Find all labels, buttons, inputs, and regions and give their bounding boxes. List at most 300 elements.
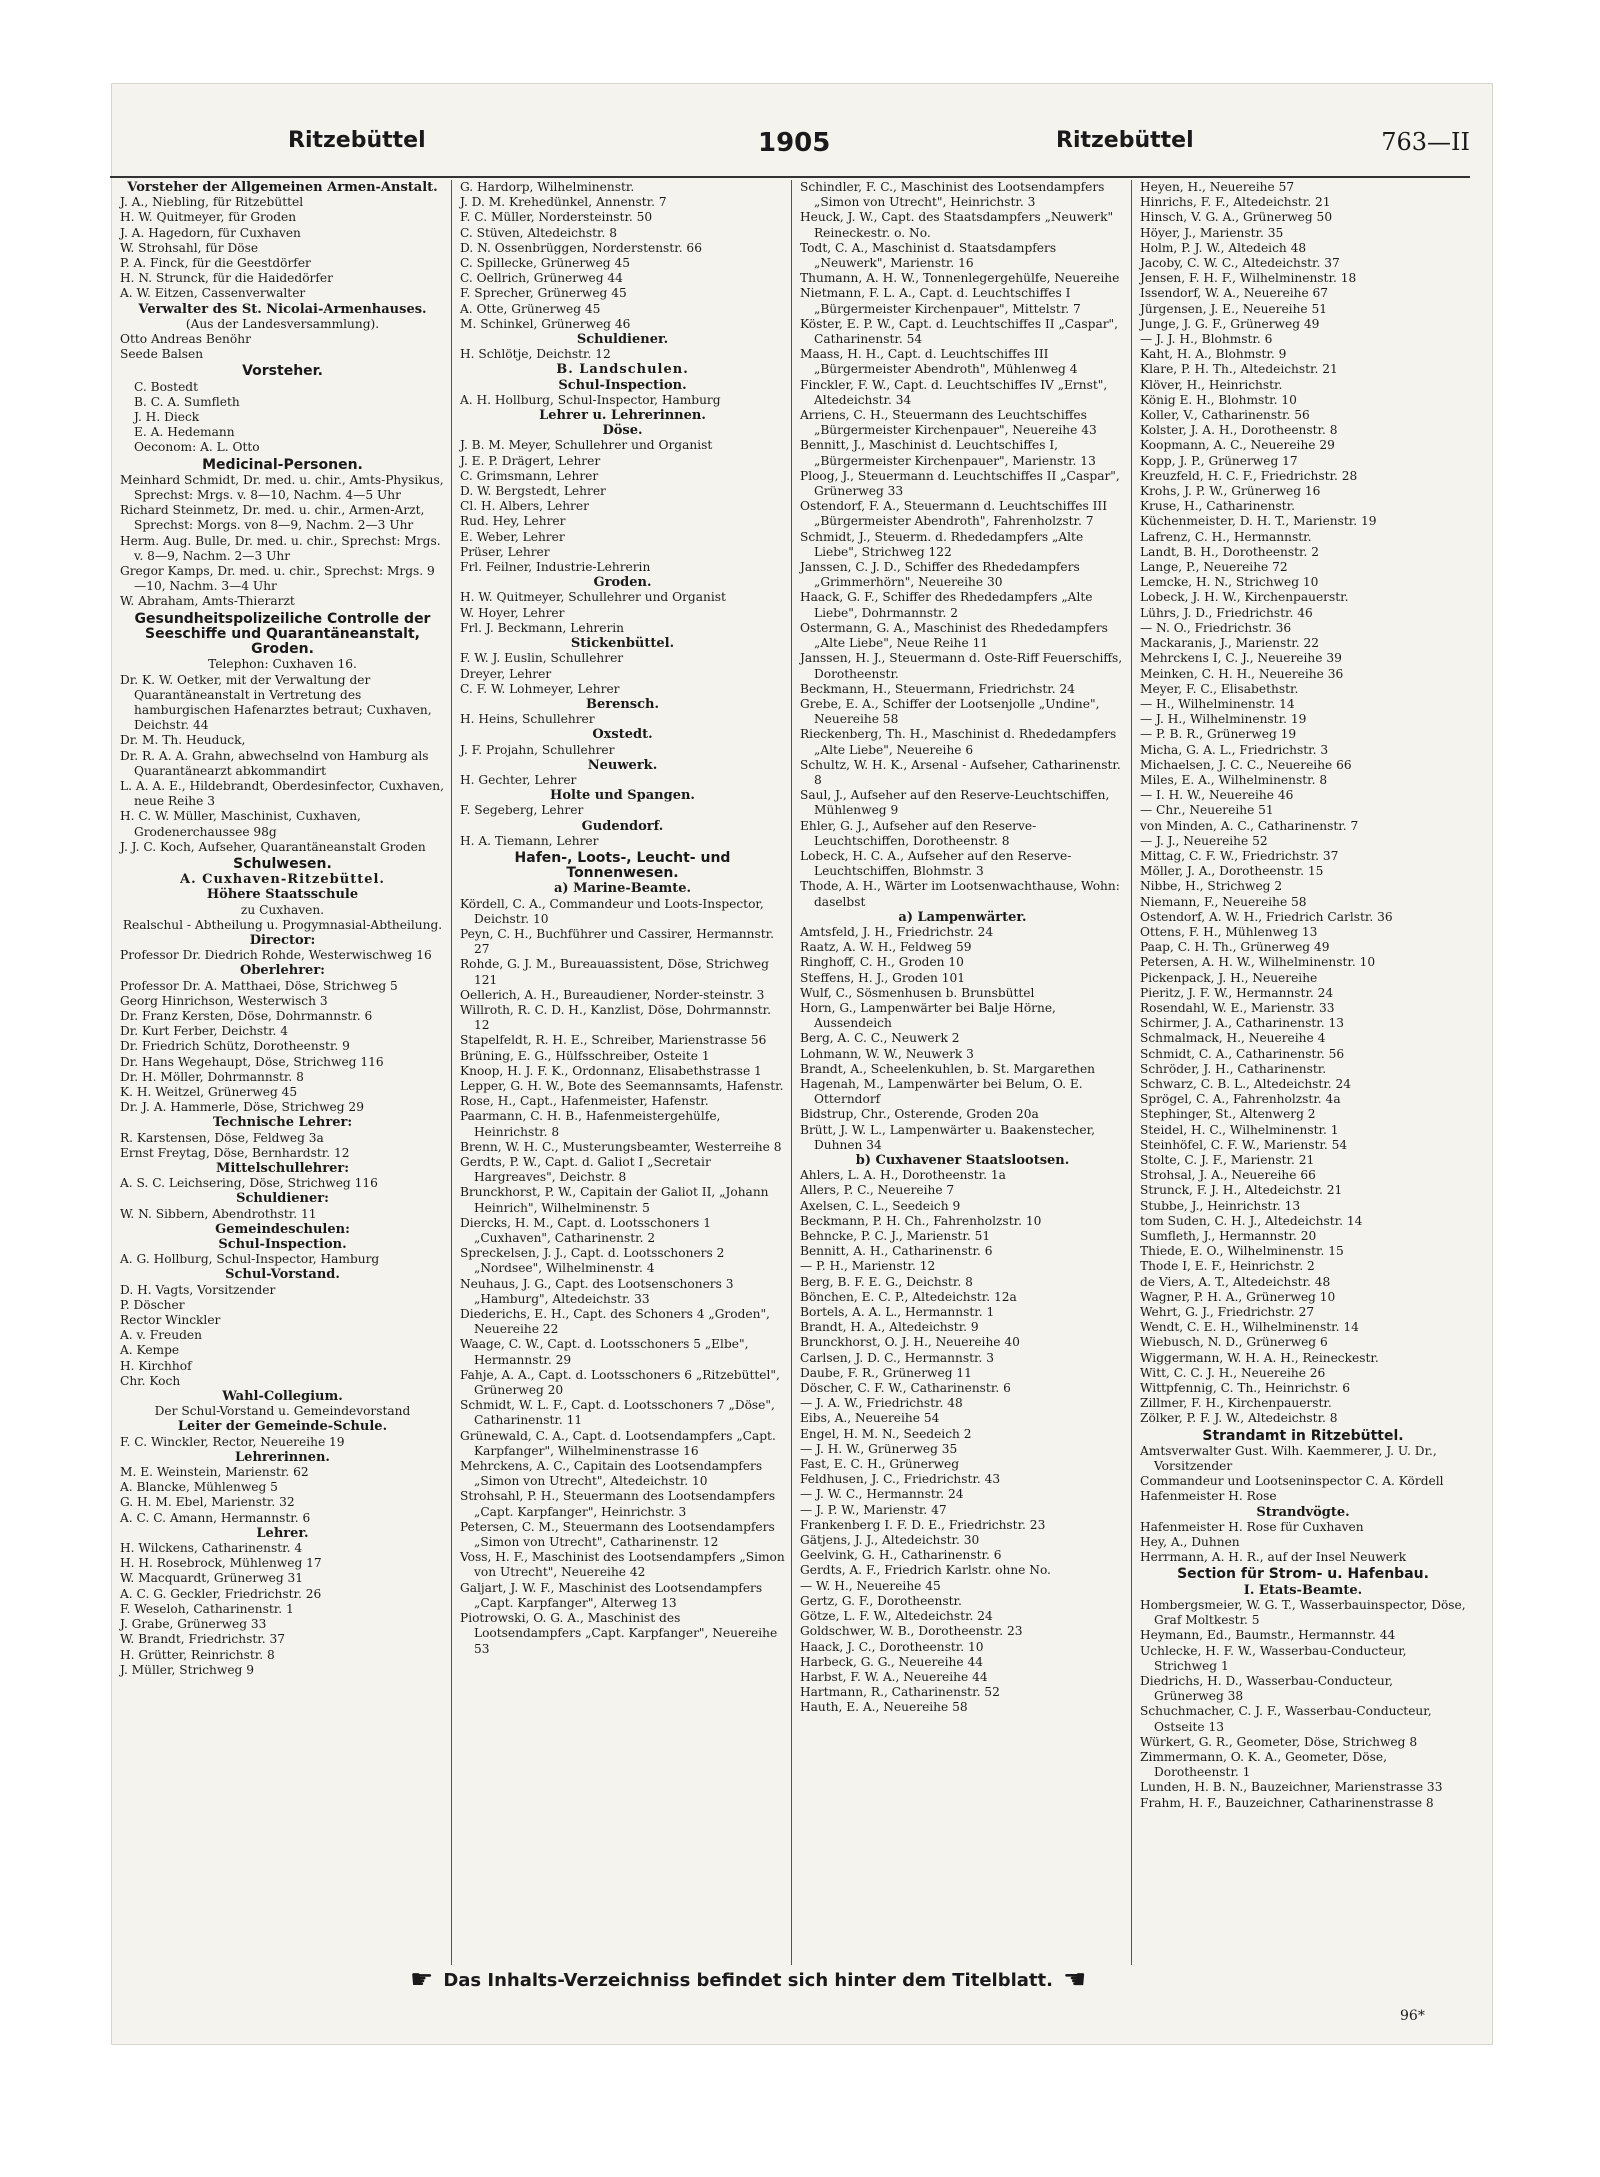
directory-entry: Rohde, G. J. M., Bureauassistent, Döse, Strichweg 121 [460,957,769,987]
directory-entry: — J. J. H., Blohmstr. 6 [1140,332,1273,347]
directory-entry: — I. H. W., Neuereihe 46 [1140,788,1294,803]
section-heading: Mittelschullehrer: [215,1161,350,1176]
directory-entry: H. Heins, Schullehrer [460,712,595,727]
directory-entry: Steidel, H. C., Wilhelminenstr. 1 [1140,1122,1339,1137]
directory-entry: Rose, H., Capt., Hafenmeister, Hafenstr. [460,1094,709,1109]
directory-entry: Bennitt, A. H., Catharinenstr. 6 [800,1244,993,1259]
directory-entry: Diedrichs, H. D., Wasserbau-Conducteur, Grünerweg 38 [1140,1673,1394,1704]
section-heading: Höhere Staatsschule [206,887,359,903]
directory-entry: Petersen, A. H. W., Wilhelminenstr. 10 [1140,955,1376,970]
directory-entry: Strohsal, J. A., Neuereihe 66 [1140,1168,1316,1183]
directory-entry: Ottens, F. H., Mühlenweg 13 [1140,924,1318,939]
directory-entry: Dreyer, Lehrer [460,666,552,681]
directory-entry: J. D. M. Krehedünkel, Annenstr. 7 [460,195,667,210]
column-1 [112,180,452,1965]
directory-entry: Haack, J. C., Dorotheenstr. 10 [800,1639,984,1654]
directory-entry: Prüser, Lehrer [460,544,550,559]
directory-entry: Schmidt, J., Steuerm. d. Rhededampfers „Alte Liebe", Strichweg 122 [800,529,1084,559]
directory-entry: Carlsen, J. D. C., Hermannstr. 3 [800,1350,994,1365]
directory-entry: Niemann, F., Neuereihe 58 [1140,894,1307,909]
directory-entry: Würkert, G. R., Geometer, Döse, Strichweg 8 [1140,1734,1418,1749]
directory-entry: Wehrt, G. J., Friedrichstr. 27 [1140,1305,1315,1320]
section-heading: B. Landschulen. [556,362,689,378]
directory-entry: Schultz, W. H. K., Arsenal - Aufseher, Catharinenstr. 8 [800,757,1121,787]
section-heading: Strandamt in Ritzebüttel. [1202,1427,1404,1444]
directory-entry: Brandt, H. A., Altedeichstr. 9 [800,1320,979,1335]
directory-entry: — P. B. R., Grünerweg 19 [1140,727,1297,742]
directory-entry: Michaelsen, J. C. C., Neuereihe 66 [1140,757,1352,772]
directory-entry: Herm. Aug. Bulle, Dr. med. u. chir., Sprechst: Mrgs. v. 8—9, Nachm. 2—3 Uhr [120,533,441,563]
section-heading: A. Cuxhaven-Ritzebüttel. [180,872,385,888]
directory-entry: Ploog, J., Steuermann d. Leuchtschiffes II „Caspar", Grünerweg 33 [800,468,1120,499]
column-2 [452,180,792,1965]
directory-entry: Arriens, C. H., Steuermann des Leuchtschiffes „Bürgermeister Kirchenpauer", Neuereihe 43 [800,408,1097,438]
directory-entry: J. J. C. Koch, Aufseher, Quarantäneanstalt Groden [120,839,426,854]
directory-entry: Rud. Hey, Lehrer [460,514,566,529]
directory-entry: Sumfleth, J., Hermannstr. 20 [1140,1229,1317,1244]
directory-entry: A. H. Hollburg, Schul-Inspector, Hamburg [460,392,721,407]
directory-entry: Holm, P. J. W., Altedeich 48 [1140,240,1307,255]
directory-entry: Commandeur und Lootseninspector C. A. Kördell [1140,1474,1444,1489]
directory-entry: Lange, P., Neuereihe 72 [1140,560,1288,575]
directory-entry: Hauth, E. A., Neuereihe 58 [800,1700,968,1715]
directory-entry: Hombergsmeier, W. G. T., Wasserbauinspector, Döse, Graf Moltkestr. 5 [1140,1597,1466,1628]
section-heading: Schuldiener: [236,1191,329,1207]
directory-entry: Professor Dr. Diedrich Rohde, Westerwischweg 16 [120,948,432,963]
directory-entry: Bennitt, J., Maschinist d. Leuchtschiffes I, „Bürgermeister Kirchenpauer", Marienstr. 13 [800,438,1096,468]
directory-entry: Seede Balsen [120,347,204,362]
directory-entry: W. Macquardt, Grünerweg 31 [120,1571,304,1586]
directory-entry: Klare, P. H. Th., Altedeichstr. 21 [1140,362,1338,377]
directory-entry: — H., Wilhelminenstr. 14 [1140,696,1295,711]
section-heading: Medicinal-Personen. [202,456,363,473]
directory-entry: M. E. Weinstein, Marienstr. 62 [120,1465,309,1480]
directory-entry: Daube, F. R., Grünerweg 11 [800,1365,972,1380]
section-heading: Schul-Vorstand. [225,1267,340,1283]
directory-entry: Fahje, A. A., Capt. d. Lootsschoners 6 „Ritzebüttel", Grünerweg 20 [460,1367,780,1398]
directory-entry: Rieckenberg, Th. H., Maschinist d. Rhededampfers „Alte Liebe", Neuereihe 6 [800,727,1117,757]
directory-entry: Jacoby, C. W. C., Altedeichstr. 37 [1140,256,1340,271]
directory-entry: Maass, H. H., Capt. d. Leuchtschiffes III „Bürgermeister Abendroth", Mühlenweg 4 [800,347,1078,377]
directory-entry: Ahlers, L. A. H., Dorotheenstr. 1a [800,1168,1006,1183]
directory-entry: Hartmann, R., Catharinenstr. 52 [800,1685,1000,1700]
section-heading: Leiter der Gemeinde-Schule. [177,1419,388,1435]
directory-entry: — J. J., Neuereihe 52 [1140,833,1268,848]
footer-sheet-number: 96* [1400,2008,1425,2024]
directory-entry: D. N. Ossenbrüggen, Norderstenstr. 66 [460,240,702,255]
column-4 [1132,180,1472,1965]
directory-entry: Schmalmack, H., Neuereihe 4 [1140,1031,1326,1046]
directory-entry: Cl. H. Albers, Lehrer [460,499,589,514]
directory-entry: Strunck, F. J. H., Altedeichstr. 21 [1140,1183,1343,1198]
section-heading: Berensch. [585,696,660,712]
directory-entry: Peyn, C. H., Buchführer und Cassirer, Hermannstr. 27 [460,926,775,957]
directory-entry: Micha, G. A. L., Friedrichstr. 3 [1140,742,1329,757]
directory-entry: Schröder, J. H., Catharinenstr. [1140,1061,1327,1076]
directory-entry: Neuhaus, J. G., Capt. des Lootsenschoners 3 „Hamburg", Altedeichstr. 33 [460,1276,734,1306]
section-heading: Strandvögte. [1256,1504,1350,1520]
directory-entry: — J. P. W., Marienstr. 47 [800,1502,947,1517]
directory-entry: Telephon: Cuxhaven 16. [208,657,357,672]
directory-entry: A. S. C. Leichsering, Döse, Strichweg 116 [120,1176,378,1191]
directory-entry: Ringhoff, C. H., Groden 10 [800,955,964,970]
directory-entry: Frl. J. Beckmann, Lehrerin [460,620,625,635]
directory-entry: Köster, E. P. W., Capt. d. Leuchtschiffes II „Caspar", Catharinenstr. 54 [800,316,1119,347]
directory-entry: — N. O., Friedrichstr. 36 [1140,620,1292,635]
directory-entry: Hagenah, M., Lampenwärter bei Belum, O. E. Otterndorf [800,1076,1083,1107]
directory-entry: Nibbe, H., Strichweg 2 [1140,879,1283,894]
directory-entry: Wiebusch, N. D., Grünerweg 6 [1140,1335,1328,1350]
directory-entry: Witt, C. C. J. H., Neuereihe 26 [1140,1365,1326,1380]
section-heading: Oxstedt. [592,727,653,743]
directory-entry: Feldhusen, J. C., Friedrichstr. 43 [800,1472,1001,1487]
directory-entry: Gregor Kamps, Dr. med. u. chir., Sprechst: Mrgs. 9—10, Nachm. 3—4 Uhr [120,564,435,594]
directory-entry: A. Otte, Grünerweg 45 [460,301,601,316]
directory-entry: Allers, P. C., Neuereihe 7 [800,1183,955,1198]
directory-entry: Thode I, E. F., Heinrichstr. 2 [1140,1259,1315,1274]
section-heading: Schulwesen. [233,855,332,872]
directory-entry: Grebe, E. A., Schiffer der Lootsenjolle „Undine", Neuereihe 58 [800,696,1100,727]
section-heading: Section für Strom- u. Hafenbau. [1177,1566,1429,1583]
directory-entry: Zölker, P. F. J. W., Altedeichstr. 8 [1140,1411,1338,1426]
directory-entry: Dr. H. Möller, Dohrmannstr. 8 [120,1069,304,1084]
directory-entry: Koller, V., Catharinenstr. 56 [1140,408,1310,423]
section-heading: Schul-Inspection. [218,1237,347,1253]
directory-entry: P. Döscher [120,1297,185,1312]
directory-entry: Bidstrup, Chr., Osterende, Groden 20a [800,1107,1039,1122]
directory-entry: Horn, G., Lampenwärter bei Balje Hörne, Aussendeich [800,1000,1056,1031]
directory-entry: R. Karstensen, Döse, Feldweg 3a [120,1130,324,1145]
directory-entry: A. C. G. Geckler, Friedrichstr. 26 [120,1586,322,1601]
section-heading: Gudendorf. [581,818,664,834]
directory-entry: Lepper, G. H. W., Bote des Seemannsamts, Hafenstr. [460,1078,784,1093]
directory-entry: Ehler, G. J., Aufseher auf den Reserve-Leuchtschiffen, Dorotheenstr. 8 [800,818,1037,848]
directory-entry: Berg, B. F. E. G., Deichstr. 8 [800,1274,973,1289]
directory-entry: Chr. Koch [120,1373,181,1388]
directory-entry: Willroth, R. C. D. H., Kanzlist, Döse, Dohrmannstr. 12 [460,1002,772,1033]
section-heading: Lehrer u. Lehrerinnen. [539,408,706,424]
directory-entry: C. Stüven, Altedeichstr. 8 [460,225,617,240]
directory-entry: Zimmermann, O. K. A., Geometer, Döse, Dorotheenstr. 1 [1140,1749,1387,1780]
pointing-hand-icon: ☛ [410,1965,434,1995]
directory-entry: Thiede, E. O., Wilhelminenstr. 15 [1140,1244,1344,1259]
directory-entry: Schindler, F. C., Maschinist des Lootsendampfers „Simon von Utrecht", Heinrichstr. 3 [800,180,1105,210]
directory-entry: F. Sprecher, Grünerweg 45 [460,286,627,301]
directory-entry: A. W. Eitzen, Cassenverwalter [120,286,306,301]
section-heading: Neuwerk. [587,757,658,773]
directory-entry: Der Schul-Vorstand u. Gemeindevorstand [154,1404,411,1419]
directory-entry: Meinken, C. H. H., Neuereihe 36 [1140,666,1344,681]
directory-entry: H. Gechter, Lehrer [460,772,577,787]
directory-entry: Frahm, H. F., Bauzeichner, Catharinenstrasse 8 [1140,1795,1434,1810]
section-heading: a) Lampenwärter. [898,909,1027,925]
directory-entry: Götze, L. F. W., Altedeichstr. 24 [800,1609,993,1624]
directory-entry: G. H. M. Ebel, Marienstr. 32 [120,1495,295,1510]
directory-entry: (Aus der Landesversammlung). [185,316,380,331]
section-heading: Lehrerinnen. [235,1449,330,1465]
directory-entry: Heymann, Ed., Baumstr., Hermannstr. 44 [1140,1628,1396,1643]
directory-entry: H. C. W. Müller, Maschinist, Cuxhaven, Grodenerchaussee 98g [120,809,361,839]
directory-entry: Paap, C. H. Th., Grünerweg 49 [1140,940,1330,955]
directory-entry: H. W. Quitmeyer, Schullehrer und Organist [460,590,726,605]
directory-entry: W. Abraham, Amts-Thierarzt [120,594,295,609]
directory-entry: F. W. J. Euslin, Schullehrer [460,651,624,666]
directory-entry: D. H. Vagts, Vorsitzender [120,1282,276,1297]
directory-entry: Frankenberg I. F. D. E., Friedrichstr. 23 [800,1517,1046,1532]
directory-entry: Oellerich, A. H., Bureaudiener, Norder-steinstr. 3 [460,987,765,1002]
directory-entry: Lohmann, W. W., Neuwerk 3 [800,1046,974,1061]
directory-entry: K. H. Weitzel, Grünerweg 45 [120,1084,298,1099]
directory-entry: Fast, E. C. H., Grünerweg [800,1457,960,1472]
directory-entry: Goldschwer, W. B., Dorotheenstr. 23 [800,1624,1023,1639]
directory-entry: Dr. K. W. Oetker, mit der Verwaltung der Quarantäneanstalt in Vertretung des hamburgischen Hafenarztes betraut; Cuxhaven, Deichstr. 44 [120,672,432,733]
directory-entry: Ostendorf, F. A., Steuermann d. Leuchtschiffes III „Bürgermeister Abendroth", Fahrenholzstr. 7 [800,499,1108,529]
directory-entry: Jürgensen, J. E., Neuereihe 51 [1140,301,1328,316]
section-heading: Döse. [602,423,643,439]
directory-entry: J. H. Dieck [134,410,200,425]
directory-entry: Heyen, H., Neuereihe 57 [1140,180,1295,194]
directory-columns [112,180,1472,1965]
directory-entry: Lührs, J. D., Friedrichstr. 46 [1140,605,1313,620]
directory-entry: Dr. M. Th. Heuduck, [120,733,246,748]
directory-entry: Todt, C. A., Maschinist d. Staatsdampfers „Neuwerk", Marienstr. 16 [800,240,1057,271]
directory-entry: Bönchen, E. C. P., Altedeichstr. 12a [800,1289,1017,1304]
directory-entry: Rector Winckler [120,1313,221,1328]
directory-entry: Schuchmacher, C. J. F., Wasserbau-Conducteur, Ostseite 13 [1140,1704,1432,1734]
directory-entry: Schwarz, C. B. L., Altedeichstr. 24 [1140,1076,1352,1091]
header-place-right: Ritzebüttel [1056,128,1194,153]
directory-entry: Nietmann, F. L. A., Capt. d. Leuchtschiffes I „Bürgermeister Kirchenpauer", Mittelstr. 7 [800,286,1081,316]
directory-entry: F. C. Winckler, Rector, Neuereihe 19 [120,1434,345,1449]
directory-entry: Dr. Kurt Ferber, Deichstr. 4 [120,1024,289,1039]
section-heading: a) Marine-Beamte. [553,881,692,897]
directory-entry: — J. A. W., Friedrichstr. 48 [800,1396,963,1411]
directory-entry: Stephinger, St., Altenwerg 2 [1140,1107,1316,1122]
directory-entry: Richard Steinmetz, Dr. med. u. chir., Armen-Arzt, Sprechst: Morgs. von 8—9, Nachm. 2—3 Uhr [120,503,425,533]
directory-entry: Oeconom: A. L. Otto [134,440,260,455]
directory-entry: Spreckelsen, J. J., Capt. d. Lootsschoners 2 „Nordsee", Wilhelminenstr. 4 [460,1246,725,1276]
directory-entry: Kördell, C. A., Commandeur und Loots-Inspector, Deichstr. 10 [460,896,764,926]
directory-entry: Lobeck, H. C. A., Aufseher auf den Reserve-Leuchtschiffen, Blohmstr. 3 [800,848,1072,879]
directory-entry: Hey, A., Duhnen [1140,1535,1240,1550]
directory-entry: Mittag, C. F. W., Friedrichstr. 37 [1140,848,1339,863]
directory-entry: Galjart, J. W. F., Maschinist des Lootsendampfers „Capt. Karpfanger", Alterweg 13 [460,1580,763,1610]
column-3 [792,180,1132,1965]
directory-entry: — J. W. C., Hermannstr. 24 [800,1487,964,1502]
directory-entry: Lunden, H. B. N., Bauzeichner, Marienstrasse 33 [1140,1780,1443,1795]
directory-entry: Stolte, C. J. F., Marienstr. 21 [1140,1153,1315,1167]
directory-entry: Steffens, H. J., Groden 101 [800,970,966,985]
directory-entry: Finckler, F. W., Capt. d. Leuchtschiffes IV „Ernst", Altedeichstr. 34 [800,377,1108,407]
section-heading: Groden. [593,575,652,591]
directory-entry: A. Blancke, Mühlenweg 5 [120,1480,278,1495]
header-year: 1905 [758,128,831,158]
directory-entry: Amtsfeld, J. H., Friedrichstr. 24 [800,924,994,939]
directory-entry: Behncke, P. C. J., Marienstr. 51 [800,1229,991,1244]
directory-entry: Professor Dr. A. Matthaei, Döse, Strichweg 5 [120,978,398,993]
directory-entry: Jensen, F. H. F., Wilhelminenstr. 18 [1140,271,1357,286]
directory-entry: Wagner, P. H. A., Grünerweg 10 [1140,1289,1336,1304]
directory-entry: C. F. W. Lohmeyer, Lehrer [460,681,620,696]
directory-entry: Brüning, E. G., Hülfsschreiber, Osteite 1 [460,1048,710,1063]
directory-entry: G. Hardorp, Wilhelminenstr. [460,180,635,194]
section-heading: Gemeindeschulen: [215,1221,350,1237]
directory-entry: Brütt, J. W. L., Lampenwärter u. Baakenstecher, Duhnen 34 [800,1122,1095,1152]
directory-entry: König E. H., Blohmstr. 10 [1140,392,1297,407]
section-heading: Technische Lehrer: [212,1115,353,1131]
directory-entry: Küchenmeister, D. H. T., Marienstr. 19 [1140,514,1377,529]
directory-entry: Gerdts, A. F., Friedrich Karlstr. ohne No. [800,1563,1051,1578]
directory-entry: C. Bostedt [134,379,198,394]
directory-entry: Schmidt, C. A., Catharinenstr. 56 [1140,1046,1345,1061]
section-heading: Stickenbüttel. [570,636,675,652]
directory-entry: W. Hoyer, Lehrer [460,605,565,620]
section-heading: Verwalter des St. Nicolai-Armenhauses. [138,301,427,317]
directory-entry: Thumann, A. H. W., Tonnenlegergehülfe, Neuereihe [800,271,1120,286]
directory-entry: Engel, H. M. N., Seedeich 2 [800,1426,972,1441]
section-heading: Lehrer. [256,1525,309,1541]
directory-entry: Frl. Feilner, Industrie-Lehrerin [460,560,651,575]
section-heading: Director: [249,932,316,948]
directory-entry: Dr. Franz Kersten, Döse, Dohrmannstr. 6 [120,1008,373,1023]
directory-entry: — Chr., Neuereihe 51 [1140,803,1274,818]
directory-entry: H. Grütter, Reinrichstr. 8 [120,1647,275,1662]
directory-entry: H. W. Quitmeyer, für Groden [120,210,297,225]
directory-entry: — P. H., Marienstr. 12 [800,1259,936,1274]
directory-entry: Issendorf, W. A., Neuereihe 67 [1140,286,1329,301]
directory-entry: Waage, C. W., Capt. d. Lootsschoners 5 „Elbe", Hermannstr. 29 [460,1337,749,1367]
directory-entry: — J. H., Wilhelminenstr. 19 [1140,712,1307,727]
directory-entry: Haack, G. F., Schiffer des Rhededampfers „Alte Liebe", Dohrmannstr. 2 [800,590,1093,620]
directory-entry: Kopp, J. P., Grünerweg 17 [1140,453,1298,468]
directory-entry: Dr. R. A. A. Grahn, abwechselnd von Hamburg als Quarantänearzt abkommandirt [120,748,429,778]
directory-entry: L. A. A. E., Hildebrandt, Oberdesinfector, Cuxhaven, neue Reihe 3 [120,778,444,809]
directory-entry: Meyer, F. C., Elisabethstr. [1140,681,1299,696]
directory-entry: Uchlecke, H. F. W., Wasserbau-Conducteur, Strichweg 1 [1140,1643,1407,1673]
directory-entry: von Minden, A. C., Catharinenstr. 7 [1140,818,1359,833]
directory-entry: Saul, J., Aufseher auf den Reserve-Leuchtschiffen, Mühlenweg 9 [800,788,1110,818]
directory-entry: Zillmer, F. H., Kirchenpauerstr. [1140,1396,1332,1411]
directory-entry: Piotrowski, O. G. A., Maschinist des Lootsendampfers „Capt. Karpfanger", Neuereihe 53 [460,1611,778,1656]
directory-entry: Brunckhorst, O. J. H., Neuereihe 40 [800,1335,1020,1350]
directory-entry: Mehrckens, A. C., Capitain des Lootsendampfers „Simon von Utrecht", Altedeichstr. 10 [460,1459,763,1489]
section-heading: Holte und Spangen. [550,788,695,804]
directory-entry: A. C. C. Amann, Hermannstr. 6 [120,1510,311,1525]
directory-entry: Gätjens, J. J., Altedeichstr. 30 [800,1533,980,1548]
directory-entry: Pieritz, J. F. W., Hermannstr. 24 [1140,985,1334,1000]
directory-entry: Kreuzfeld, H. C. F., Friedrichstr. 28 [1140,468,1358,483]
header-place-left: Ritzebüttel [288,128,426,153]
directory-entry: Georg Hinrichson, Westerwisch 3 [120,993,328,1008]
header-rule [110,176,1470,178]
directory-entry: Gertz, G. F., Dorotheenstr. [800,1593,962,1608]
directory-entry: Junge, J. G. F., Grünerweg 49 [1140,316,1320,331]
section-heading: Wahl-Collegium. [222,1389,343,1405]
directory-entry: Knoop, H. J. F. K., Ordonnanz, Elisabethstrasse 1 [460,1063,762,1078]
directory-entry: Gerdts, P. W., Capt. d. Galiot I „Secretair Hargreaves", Deichstr. 8 [460,1155,711,1185]
directory-entry: Stapelfeldt, R. H. E., Schreiber, Marienstrasse 56 [460,1033,767,1048]
directory-entry: Ostermann, G. A., Maschinist des Rhededampfers „Alte Liebe", Neue Reihe 11 [800,620,1108,651]
directory-entry: F. Weseloh, Catharinenstr. 1 [120,1601,294,1616]
directory-entry: zu Cuxhaven. [240,902,325,917]
directory-entry: C. Spillecke, Grünerweg 45 [460,256,630,271]
directory-entry: Berg, A. C. C., Neuwerk 2 [800,1031,960,1046]
directory-entry: Miles, E. A., Wilhelminenstr. 8 [1140,772,1328,787]
directory-entry: Mackaranis, J., Marienstr. 22 [1140,636,1320,651]
directory-entry: W. N. Sibbern, Abendrothstr. 11 [120,1206,317,1221]
directory-entry: Herrmann, A. H. R., auf der Insel Neuwerk [1140,1550,1407,1565]
header-page-number: 763—II [1381,128,1470,156]
directory-entry: Lobeck, J. H. W., Kirchenpauerstr. [1140,590,1349,605]
directory-entry: Petersen, C. M., Steuermann des Lootsendampfers „Simon von Utrecht", Catharinenstr. 12 [460,1519,775,1550]
directory-entry: Hafenmeister H. Rose [1140,1489,1277,1504]
section-heading: Gesundheitspolizeiliche Controlle der Seeschiffe und Quarantäneanstalt, Groden. [134,610,431,658]
directory-entry: de Viers, A. T., Altedeichstr. 48 [1140,1274,1331,1289]
directory-entry: Möller, J. A., Dorotheenstr. 15 [1140,864,1324,879]
directory-entry: H. Kirchhof [120,1358,192,1373]
directory-entry: Kolster, J. A. H., Dorotheenstr. 8 [1140,423,1338,438]
directory-entry: Diederichs, E. H., Capt. des Schoners 4 „Groden", Neuereihe 22 [460,1307,770,1337]
section-heading: Vorsteher. [242,363,323,380]
directory-entry: Höyer, J., Marienstr. 35 [1140,225,1284,240]
directory-entry: Schirmer, J. A., Catharinenstr. 13 [1140,1016,1344,1031]
directory-entry: Brunckhorst, P. W., Capitain der Galiot II, „Johann Heinrich", Wilhelminenstr. 5 [460,1185,769,1215]
directory-entry: Geelvink, G. H., Catharinenstr. 6 [800,1548,1002,1563]
directory-entry: H. Schlötje, Deichstr. 12 [460,347,611,362]
directory-entry: tom Suden, C. H. J., Altedeichstr. 14 [1140,1213,1363,1228]
directory-entry: Harbst, F. W. A., Neuereihe 44 [800,1669,988,1684]
directory-entry: Diercks, H. M., Capt. d. Lootsschoners 1 „Cuxhaven", Catharinenstr. 2 [460,1215,711,1246]
directory-entry: J. Müller, Strichweg 9 [120,1662,254,1677]
directory-entry: W. Brandt, Friedrichstr. 37 [120,1632,285,1647]
directory-entry: W. Strohsahl, für Döse [120,240,259,255]
section-heading: Hafen-, Loots-, Leucht- und Tonnenwesen. [514,849,731,882]
directory-entry: Koopmann, A. C., Neuereihe 29 [1140,438,1335,453]
page-header [288,128,1470,158]
section-heading: b) Cuxhavener Staatslootsen. [855,1153,1070,1168]
directory-entry: A. Kempe [120,1343,180,1358]
directory-entry: Stubbe, J., Heinrichstr. 13 [1140,1198,1301,1213]
directory-entry: F. Segeberg, Lehrer [460,803,584,818]
directory-entry: Janssen, C. J. D., Schiffer des Rhededampfers „Grimmerhörn", Neuereihe 30 [800,560,1080,590]
directory-entry: Döscher, C. F. W., Catharinenstr. 6 [800,1381,1011,1396]
directory-entry: Landt, B. H., Dorotheenstr. 2 [1140,544,1320,559]
directory-entry: C. Grimsmann, Lehrer [460,468,599,483]
directory-entry: Kaht, H. A., Blohmstr. 9 [1140,347,1287,362]
directory-entry: H. N. Strunck, für die Haidedörfer [120,271,333,286]
directory-entry: Klöver, H., Heinrichstr. [1140,377,1283,392]
section-heading: Schuldiener. [576,332,669,348]
directory-entry: D. W. Bergstedt, Lehrer [460,484,606,499]
directory-entry: B. C. A. Sumfleth [134,394,240,409]
directory-entry: Dr. Hans Wegehaupt, Döse, Strichweg 116 [120,1054,384,1069]
directory-entry: A. G. Hollburg, Schul-Inspector, Hamburg [120,1252,380,1267]
directory-entry: Grünewald, C. A., Capt. d. Lootsendampfers „Capt. Karpfanger", Wilhelminenstrasse 16 [460,1428,776,1458]
directory-entry: Voss, H. F., Maschinist des Lootsendampfers „Simon von Utrecht", Neuereihe 42 [460,1550,785,1580]
directory-entry: Raatz, A. W. H., Feldweg 59 [800,940,972,955]
pointing-hand-icon: ☚ [1062,1965,1087,1995]
directory-entry: M. Schinkel, Grünerweg 46 [460,316,631,331]
directory-entry: Eibs, A., Neuereihe 54 [800,1411,940,1426]
directory-entry: Strohsahl, P. H., Steuermann des Lootsendampfers „Capt. Karpfanger", Heinrichstr. 3 [460,1489,776,1519]
directory-entry: Lemcke, H. N., Strichweg 10 [1140,575,1319,590]
directory-entry: Heuck, J. W., Capt. des Staatsdampfers „Neuwerk" Reineckestr. o. No. [800,210,1114,240]
directory-entry: Lafrenz, C. H., Hermannstr. [1140,529,1312,544]
directory-entry: Steinhöfel, C. F. W., Marienstr. 54 [1140,1137,1348,1152]
directory-entry: Sprögel, C. A., Fahrenholzstr. 4a [1140,1092,1341,1107]
directory-entry: Wittpfennig, C. Th., Heinrichstr. 6 [1140,1381,1351,1396]
directory-entry: Realschul - Abtheilung u. Progymnasial-Abtheilung. [122,917,443,932]
